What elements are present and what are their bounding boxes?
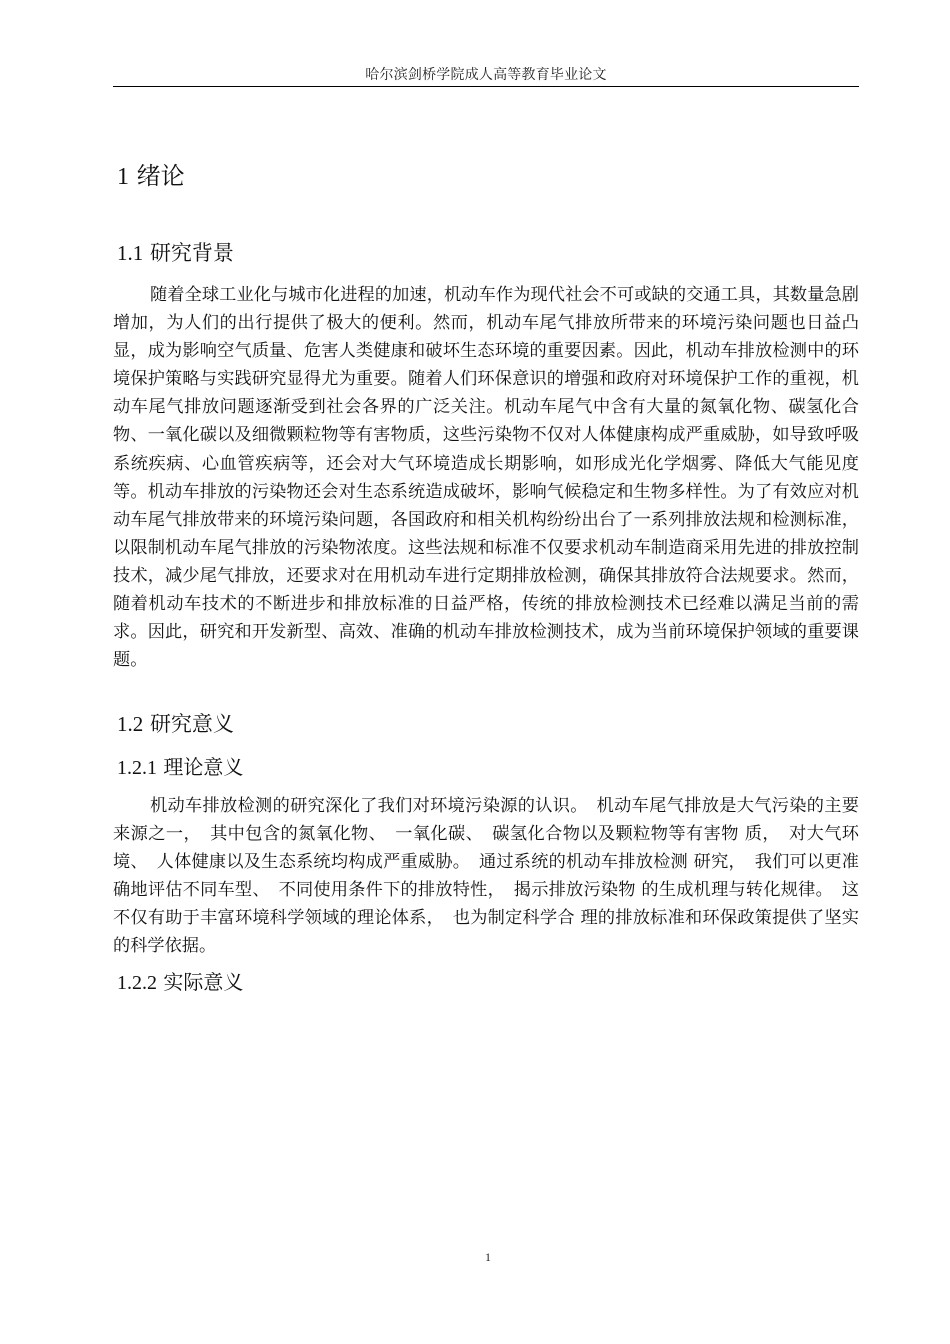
subsection-title: 理论意义 (163, 755, 244, 779)
chapter-heading (117, 158, 185, 195)
subsection-heading-practice (117, 967, 243, 998)
section-heading-significance (117, 709, 234, 739)
background-paragraph: 随着全球工业化与城市化进程的加速，机动车作为现代社会不可或缺的交通工具，其数量急剧增加，为人们的出行提供了极大的便利。然而，机动车尾气排放所带来的环境污染问题也日益凸显，成为影响空气质量、危害人类健康和破坏生态环境的重要因素。因此，机动车排放检测中的环境保护策略与实践研究显得尤为重要。随着人们环保意识的增强和政府对环境保护工作的重视，机动车尾气排放问题逐渐受到社会各界的广泛关注。机动车尾气中含有大量的氮氧化物、碳氢化合物、一氧化碳以及细微颗粒物等有害物质，这些污染物不仅对人体健康构成严重威胁，如导致呼吸系统疾病、心血管疾病等，还会对大气环境造成长期影响，如形成光化学烟雾、降低大气能见度等。机动车排放的污染物还会对生态系统造成破坏，影响气候稳定和生物多样性。为了有效应对机动车尾气排放带来的环境污染问题，各国政府和相关机构纷纷出台了一系列排放法规和检测标准，以限制机动车尾气排放的污染物浓度。这些法规和标准不仅要求机动车制造商采用先进的排放控制技术，减少尾气排放，还要求对在用机动车进行定期排放检测，确保其排放符合法规要求。然而，随着机动车技术的不断进步和排放标准的日益严格，传统的排放检测技术已经难以满足当前的需求。因此，研究和开发新型、高效、准确的机动车排放检测技术，成为当前环境保护领域的重要课题。 (113, 285, 859, 671)
page-number: 1 (485, 1250, 491, 1264)
subsection-heading-theory (117, 752, 243, 783)
section-heading-background (117, 238, 234, 268)
chapter-title: 绪论 (136, 162, 185, 190)
section-number: 1.2 (117, 712, 144, 736)
subsection-number: 1.2.1 (117, 757, 157, 779)
section-title: 研究背景 (149, 241, 234, 265)
section-number: 1.1 (117, 241, 144, 265)
subsection-number: 1.2.2 (117, 972, 157, 994)
subsection-title: 实际意义 (163, 970, 244, 994)
theory-paragraph: 机动车排放检测的研究深化了我们对环境污染源的认识。 机动车尾气排放是大气污染的主要来源之一， 其中包含的氮氧化物、 一氧化碳、 碳氢化合物以及颗粒物等有害物 质， 对大气环境、 人体健康以及生态系统均构成严重威胁。 通过系统的机动车排放检测 研究， 我们可以更准确地评估不同车型、 不同使用条件下的排放特性， 揭示排放污染物 的生成机理与转化规律。 这不仅有助于丰富环境科学领域的理论体系， 也为制定科学合 理的排放标准和环保政策提供了坚实的科学依据。 (113, 796, 859, 957)
chapter-number: 1 (117, 164, 129, 190)
section-title: 研究意义 (149, 712, 234, 736)
page-header: 哈尔滨剑桥学院成人高等教育毕业论文 (365, 67, 607, 83)
header-rule (113, 86, 859, 87)
